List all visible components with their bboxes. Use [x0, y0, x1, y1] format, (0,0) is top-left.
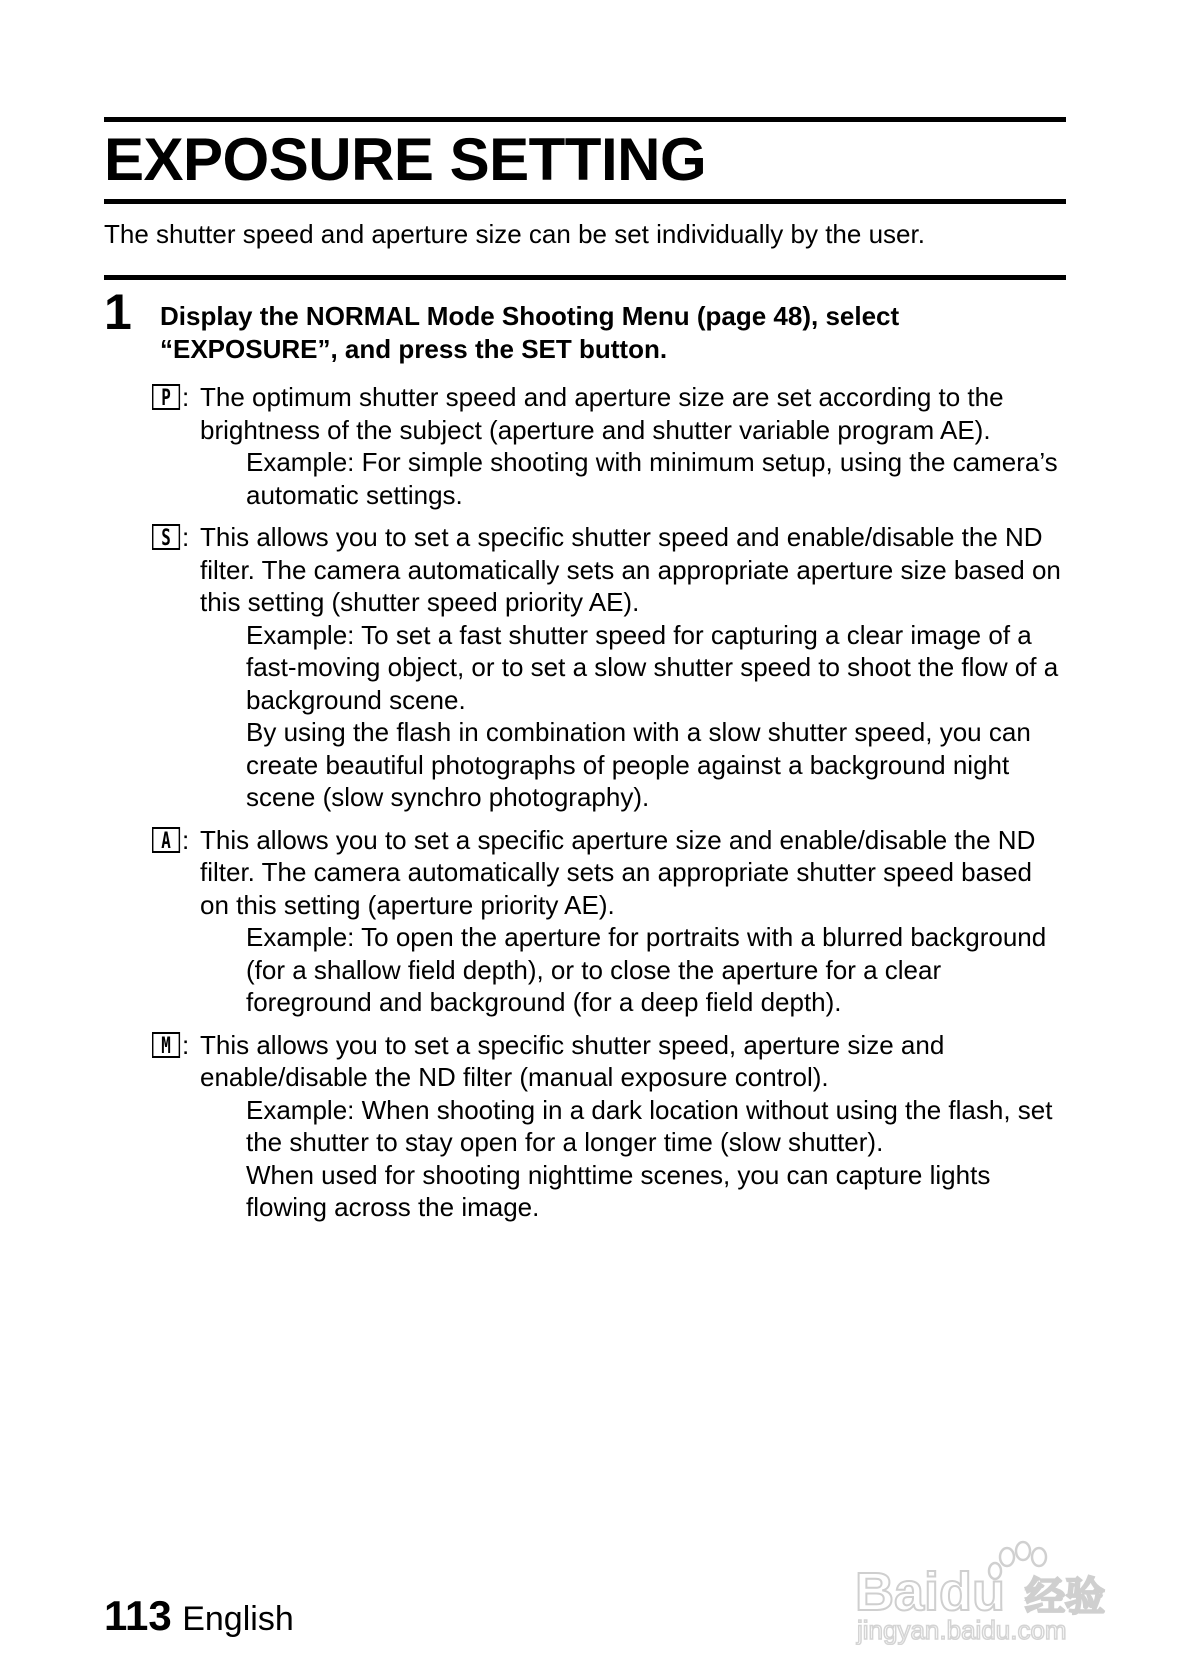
mode-example: Example: For simple shooting with minimum setup, using the camera’s automatic settings.: [246, 447, 1058, 510]
baidu-watermark-logo: [855, 1535, 1135, 1645]
mode-colon: :: [182, 382, 190, 412]
title-rule: [104, 199, 1066, 204]
mode-example: Example: To set a fast shutter speed for capturing a clear image of a fast-moving object, or to set a slow shutter speed to shoot the flow of a background scene.: [246, 619, 1059, 715]
intro-text: The shutter speed and aperture size can be set individually by the user.: [104, 219, 925, 249]
mode-colon: :: [182, 1029, 190, 1060]
mode-item-s: [152, 521, 1064, 814]
mode-example: When used for shooting nighttime scenes, you can capture lights flowing across the image.: [246, 1159, 991, 1222]
watermark-brand: Baidu: [855, 1562, 1006, 1622]
top-rule: [104, 117, 1066, 122]
watermark-service: 经验: [1025, 1574, 1105, 1620]
mode-colon: :: [182, 522, 190, 552]
watermark-url: jingyan.baidu.com: [857, 1615, 1067, 1645]
step-number: 1: [104, 284, 132, 340]
program-mode-icon: P: [152, 384, 180, 410]
mode-example: Example: When shooting in a dark location without using the flash, set the shutter to stay open for a longer time (slow shutter).: [246, 1094, 1053, 1157]
mode-item-p: [152, 381, 1064, 511]
mode-item-a: [152, 824, 1064, 1019]
mode-example: Example: To open the aperture for portraits with a blurred background (for a shallow field depth), or to close the aperture for a clear foreground and background (for a deep field depth).: [246, 922, 1047, 1017]
page-language: English: [182, 1600, 294, 1638]
mode-description: The optimum shutter speed and aperture size are set according to the brightness of the subject (aperture and shutter variable program AE).: [200, 382, 1004, 445]
exposure-mode-list: [152, 381, 1064, 1234]
mode-colon: :: [182, 824, 190, 855]
step-rule: [104, 275, 1066, 280]
mode-description: This allows you to set a specific shutter speed, aperture size and enable/disable the ND filter (manual exposure control).: [200, 1029, 945, 1092]
page-title: EXPOSURE SETTING: [104, 126, 707, 193]
shutter-priority-icon: S: [152, 524, 180, 550]
mode-item-m: [152, 1029, 1064, 1224]
mode-description: This allows you to set a specific aperture size and enable/disable the ND filter. The camera automatically sets an appropriate shutter speed based on this setting (aperture priority AE).: [200, 824, 1036, 920]
aperture-priority-icon: A: [152, 827, 180, 853]
mode-description: This allows you to set a specific shutter speed and enable/disable the ND filter. The camera automatically sets an appropriate aperture size based on this setting (shutter speed priority AE).: [200, 522, 1061, 617]
mode-example: By using the flash in combination with a slow shutter speed, you can create beautiful photographs of people against a background night scene (slow synchro photography).: [246, 717, 1031, 812]
page-footer: [104, 1592, 294, 1640]
page-number: 113: [104, 1592, 172, 1639]
step-instruction: Display the NORMAL Mode Shooting Menu (page 48), select “EXPOSURE”, and press the SET button.: [160, 301, 900, 364]
manual-mode-icon: M: [152, 1032, 180, 1058]
